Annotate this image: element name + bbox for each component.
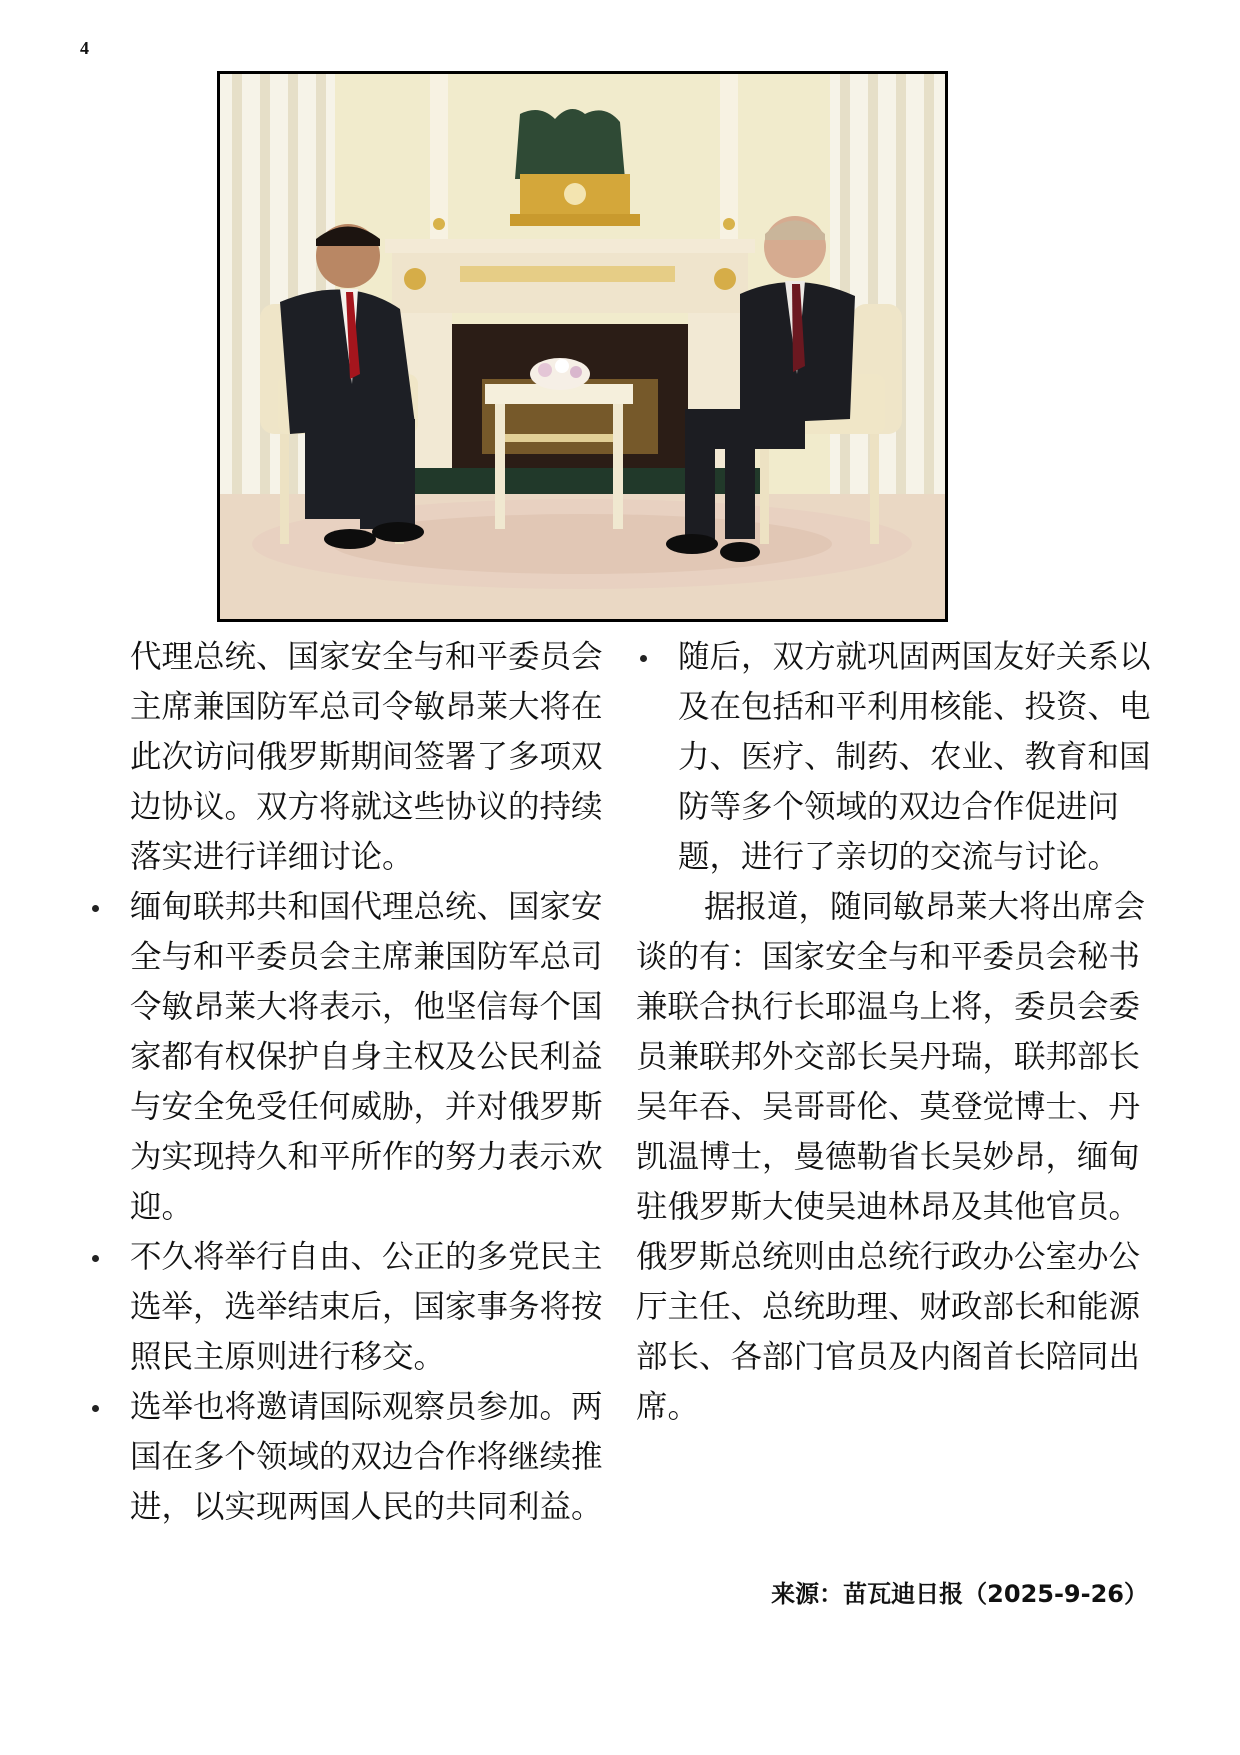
left-column: [88, 632, 618, 1532]
meeting-photo: [217, 71, 948, 622]
page-number: 4: [80, 38, 89, 58]
bullet-item: [88, 882, 618, 1232]
continuation-paragraph: 代理总统、国家安全与和平委员会主席兼国防军总司令敏昂莱大将在此次访问俄罗斯期间签署了多项双边协议。双方将就这些协议的持续落实进行详细讨论。: [130, 639, 603, 875]
bullet-item: [636, 632, 1156, 882]
bullet-text: 不久将举行自由、公正的多党民主选举，选举结束后，国家事务将按照民主原则进行移交。: [130, 1239, 603, 1375]
bullet-text: 随后，双方就巩固两国友好关系以及在包括和平利用核能、投资、电力、医疗、制药、农业、教育和国防等多个领域的双边合作促进问题，进行了亲切的交流与讨论。: [678, 639, 1151, 875]
bullet-text: 选举也将邀请国际观察员参加。两国在多个领域的双边合作将继续推进，以实现两国人民的共同利益。: [130, 1389, 603, 1525]
right-column: [636, 632, 1156, 1432]
bullet-item: [88, 1382, 618, 1532]
bullet-item: [88, 1232, 618, 1382]
bullet-text: 缅甸联邦共和国代理总统、国家安全与和平委员会主席兼国防军总司令敏昂莱大将表示，他坚信每个国家都有权保护自身主权及公民利益与安全免受任何威胁，并对俄罗斯为实现持久和平所作的努力表示欢迎。: [130, 889, 603, 1225]
bullet-icon: [92, 1405, 99, 1412]
bullet-icon: [640, 655, 647, 662]
bullet-icon: [92, 1255, 99, 1262]
bullet-icon: [92, 905, 99, 912]
body-paragraph: 据报道，随同敏昂莱大将出席会谈的有：国家安全与和平委员会秘书兼联合执行长耶温乌上将，委员会委员兼联邦外交部长吴丹瑞，联邦部长吴年吞、吴哥哥伦、莫登觉博士、丹凯温博士，曼德勒省长吴妙昂，缅甸驻俄罗斯大使吴迪林昂及其他官员。俄罗斯总统则由总统行政办公室办公厅主任、总统助理、财政部长和能源部长、各部门官员及内阁首长陪同出席。: [636, 889, 1146, 1425]
source-line: 来源：苗瓦迪日报（2025-9-26）: [771, 1580, 1148, 1608]
